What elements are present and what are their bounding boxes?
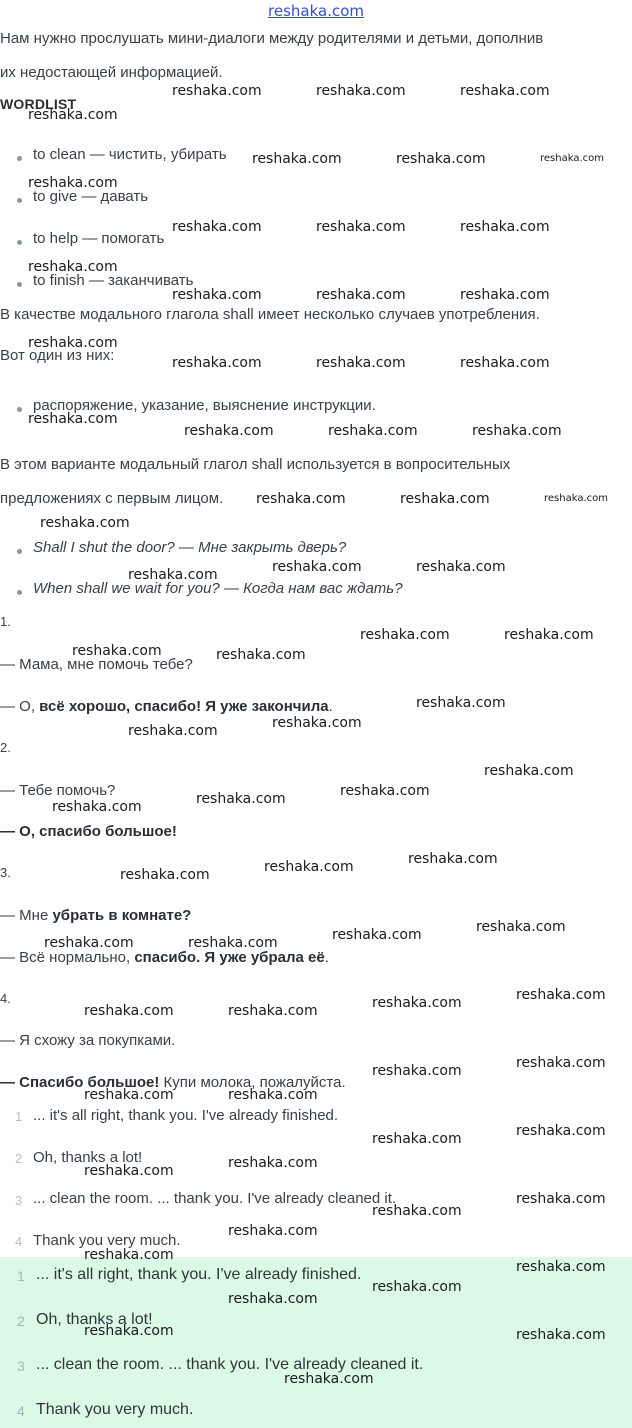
watermark: reshaka.com — [44, 935, 134, 951]
answer-text: Oh, thanks a lot! — [36, 1311, 153, 1328]
watermark: reshaka.com — [196, 791, 286, 807]
watermark: reshaka.com — [264, 859, 354, 875]
watermark: reshaka.com — [72, 643, 162, 659]
watermark: reshaka.com — [316, 287, 406, 303]
dialogue-line: — Мама, мне помочь тебе? — [0, 656, 193, 673]
wordlist-title: WORDLIST — [0, 96, 77, 112]
watermark: reshaka.com — [460, 287, 550, 303]
example-2: When shall we wait for you? — Когда нам вас ждать? — [33, 580, 403, 597]
watermark: reshaka.com — [284, 1371, 374, 1387]
watermark: reshaka.com — [340, 783, 430, 799]
modal-line-1: В качестве модального глагола shall имеет несколько случаев употребления. — [0, 306, 540, 323]
watermark: reshaka.com — [360, 627, 450, 643]
intro-line-2: их недостающей информацией. — [0, 64, 223, 81]
watermark: reshaka.com — [52, 799, 142, 815]
dialogue-number: 1. — [0, 614, 11, 629]
watermark: reshaka.com — [476, 919, 566, 935]
answer-number: 3 — [17, 1358, 25, 1374]
bullet-dot — [17, 282, 22, 287]
answer-number: 1 — [17, 1268, 25, 1284]
watermark: reshaka.com — [416, 559, 506, 575]
answer-text: Thank you very much. — [33, 1232, 181, 1249]
wordlist-item: to finish — заканчивать — [33, 272, 194, 289]
wordlist-item: to clean — чистить, убирать — [33, 146, 227, 163]
watermark: reshaka.com — [400, 491, 490, 507]
watermark: reshaka.com — [40, 515, 130, 531]
watermark: reshaka.com — [332, 927, 422, 943]
watermark: reshaka.com — [84, 1247, 174, 1263]
watermark: reshaka.com — [256, 491, 346, 507]
answer-number: 4 — [15, 1234, 23, 1249]
watermark: reshaka.com — [128, 567, 218, 583]
dialogue-suffix: . — [328, 698, 333, 715]
watermark: reshaka.com — [28, 107, 118, 123]
watermark: reshaka.com — [252, 151, 342, 167]
watermark: reshaka.com — [228, 1003, 318, 1019]
watermark: reshaka.com — [408, 851, 498, 867]
dialogue-answer: всё хорошо, спасибо! Я уже закончила — [39, 698, 329, 715]
watermark: reshaka.com — [28, 259, 118, 275]
answer-number: 2 — [15, 1151, 23, 1166]
wordlist-item: to help — помогать — [33, 230, 165, 247]
bullet-dot — [17, 590, 22, 595]
dialogue-number: 3. — [0, 865, 11, 880]
watermark: reshaka.com — [544, 493, 608, 504]
dialogue-prefix: — Мне — [0, 907, 53, 924]
watermark: reshaka.com — [188, 935, 278, 951]
watermark: reshaka.com — [516, 1055, 606, 1071]
watermark: reshaka.com — [172, 287, 262, 303]
watermark: reshaka.com — [228, 1155, 318, 1171]
answer-text: ... it's all right, thank you. I've already finished. — [33, 1107, 339, 1124]
watermark: reshaka.com — [84, 1087, 174, 1103]
watermark: reshaka.com — [540, 153, 604, 164]
watermark: reshaka.com — [128, 723, 218, 739]
modal-line-3: В этом варианте модальный глагол shall используется в вопросительных — [0, 456, 511, 473]
bullet-dot — [17, 198, 22, 203]
dialogue-suffix: Купи молока, пожалуйста. — [159, 1074, 346, 1091]
watermark: reshaka.com — [372, 1131, 462, 1147]
watermark: reshaka.com — [28, 411, 118, 427]
watermark: reshaka.com — [516, 987, 606, 1003]
watermark: reshaka.com — [184, 423, 274, 439]
bullet-dot — [17, 240, 22, 245]
example-1: Shall I shut the door? — Мне закрыть дверь? — [33, 539, 347, 556]
watermark: reshaka.com — [172, 219, 262, 235]
watermark: reshaka.com — [272, 559, 362, 575]
answer-text: Oh, thanks a lot! — [33, 1149, 143, 1166]
watermark: reshaka.com — [372, 995, 462, 1011]
watermark: reshaka.com — [460, 355, 550, 371]
dialogue-suffix: . — [324, 949, 329, 966]
watermark: reshaka.com — [396, 151, 486, 167]
watermark: reshaka.com — [516, 1259, 606, 1275]
watermark: reshaka.com — [84, 1163, 174, 1179]
dialogue-line — [0, 949, 329, 966]
bullet-dot — [17, 407, 22, 412]
watermark: reshaka.com — [84, 1323, 174, 1339]
answer-text: ... clean the room. ... thank you. I've already cleaned it. — [36, 1356, 424, 1373]
watermark: reshaka.com — [516, 1191, 606, 1207]
modal-line-4: предложениях с первым лицом. — [0, 490, 224, 507]
dialogue-answer: — Спасибо большое! — [0, 1074, 160, 1091]
watermark: reshaka.com — [120, 867, 210, 883]
watermark: reshaka.com — [84, 1003, 174, 1019]
dialogue-prefix: — Всё нормально, — [0, 949, 135, 966]
dialogue-number: 4. — [0, 991, 11, 1006]
watermark: reshaka.com — [460, 83, 550, 99]
watermark: reshaka.com — [172, 355, 262, 371]
watermark: reshaka.com — [316, 83, 406, 99]
dialogue-answer: — О, спасибо большое! — [0, 823, 177, 840]
watermark: reshaka.com — [372, 1279, 462, 1295]
watermark: reshaka.com — [472, 423, 562, 439]
watermark: reshaka.com — [328, 423, 418, 439]
watermark: reshaka.com — [216, 647, 306, 663]
answer-number: 1 — [15, 1109, 23, 1124]
watermark: reshaka.com — [28, 175, 118, 191]
modal-line-2: Вот один из них: — [0, 347, 115, 364]
intro-line-1: Нам нужно прослушать мини-диалоги между родителями и детьми, дополнив — [0, 30, 544, 47]
watermark: reshaka.com — [272, 715, 362, 731]
watermark: reshaka.com — [460, 219, 550, 235]
dialogue-number: 2. — [0, 740, 11, 755]
dialogue-answer: убрать в комнате? — [52, 907, 192, 924]
watermark: reshaka.com — [484, 763, 574, 779]
watermark: reshaka.com — [416, 695, 506, 711]
answer-number: 4 — [17, 1403, 25, 1419]
watermark: reshaka.com — [372, 1063, 462, 1079]
watermark: reshaka.com — [316, 355, 406, 371]
watermark: reshaka.com — [504, 627, 594, 643]
dialogue-answer: спасибо. Я уже убрала её — [134, 949, 325, 966]
watermark: reshaka.com — [516, 1327, 606, 1343]
answer-text: Thank you very much. — [36, 1401, 194, 1418]
watermark: reshaka.com — [28, 335, 118, 351]
modal-bullet: распоряжение, указание, выяснение инструкции. — [33, 397, 376, 414]
site-header-link[interactable]: reshaka.com — [268, 2, 364, 20]
dialogue-line — [0, 698, 333, 715]
answer-text: ... it's all right, thank you. I've already finished. — [36, 1266, 362, 1283]
watermark: reshaka.com — [172, 83, 262, 99]
dialogue-line: — Тебе помочь? — [0, 782, 116, 799]
dialogue-line: — Я схожу за покупками. — [0, 1032, 176, 1049]
dialogue-line — [0, 907, 191, 924]
watermark: reshaka.com — [228, 1087, 318, 1103]
watermark: reshaka.com — [228, 1223, 318, 1239]
watermark: reshaka.com — [316, 219, 406, 235]
answer-text: ... clean the room. ... thank you. I've already cleaned it. — [33, 1190, 397, 1207]
watermark: reshaka.com — [228, 1291, 318, 1307]
wordlist-item: to give — давать — [33, 188, 149, 205]
dialogue-prefix: — О, — [0, 698, 40, 715]
bullet-dot — [17, 549, 22, 554]
watermark: reshaka.com — [372, 1203, 462, 1219]
bullet-dot — [17, 156, 22, 161]
answer-number: 3 — [15, 1193, 23, 1208]
watermark: reshaka.com — [516, 1123, 606, 1139]
answer-number: 2 — [17, 1313, 25, 1329]
